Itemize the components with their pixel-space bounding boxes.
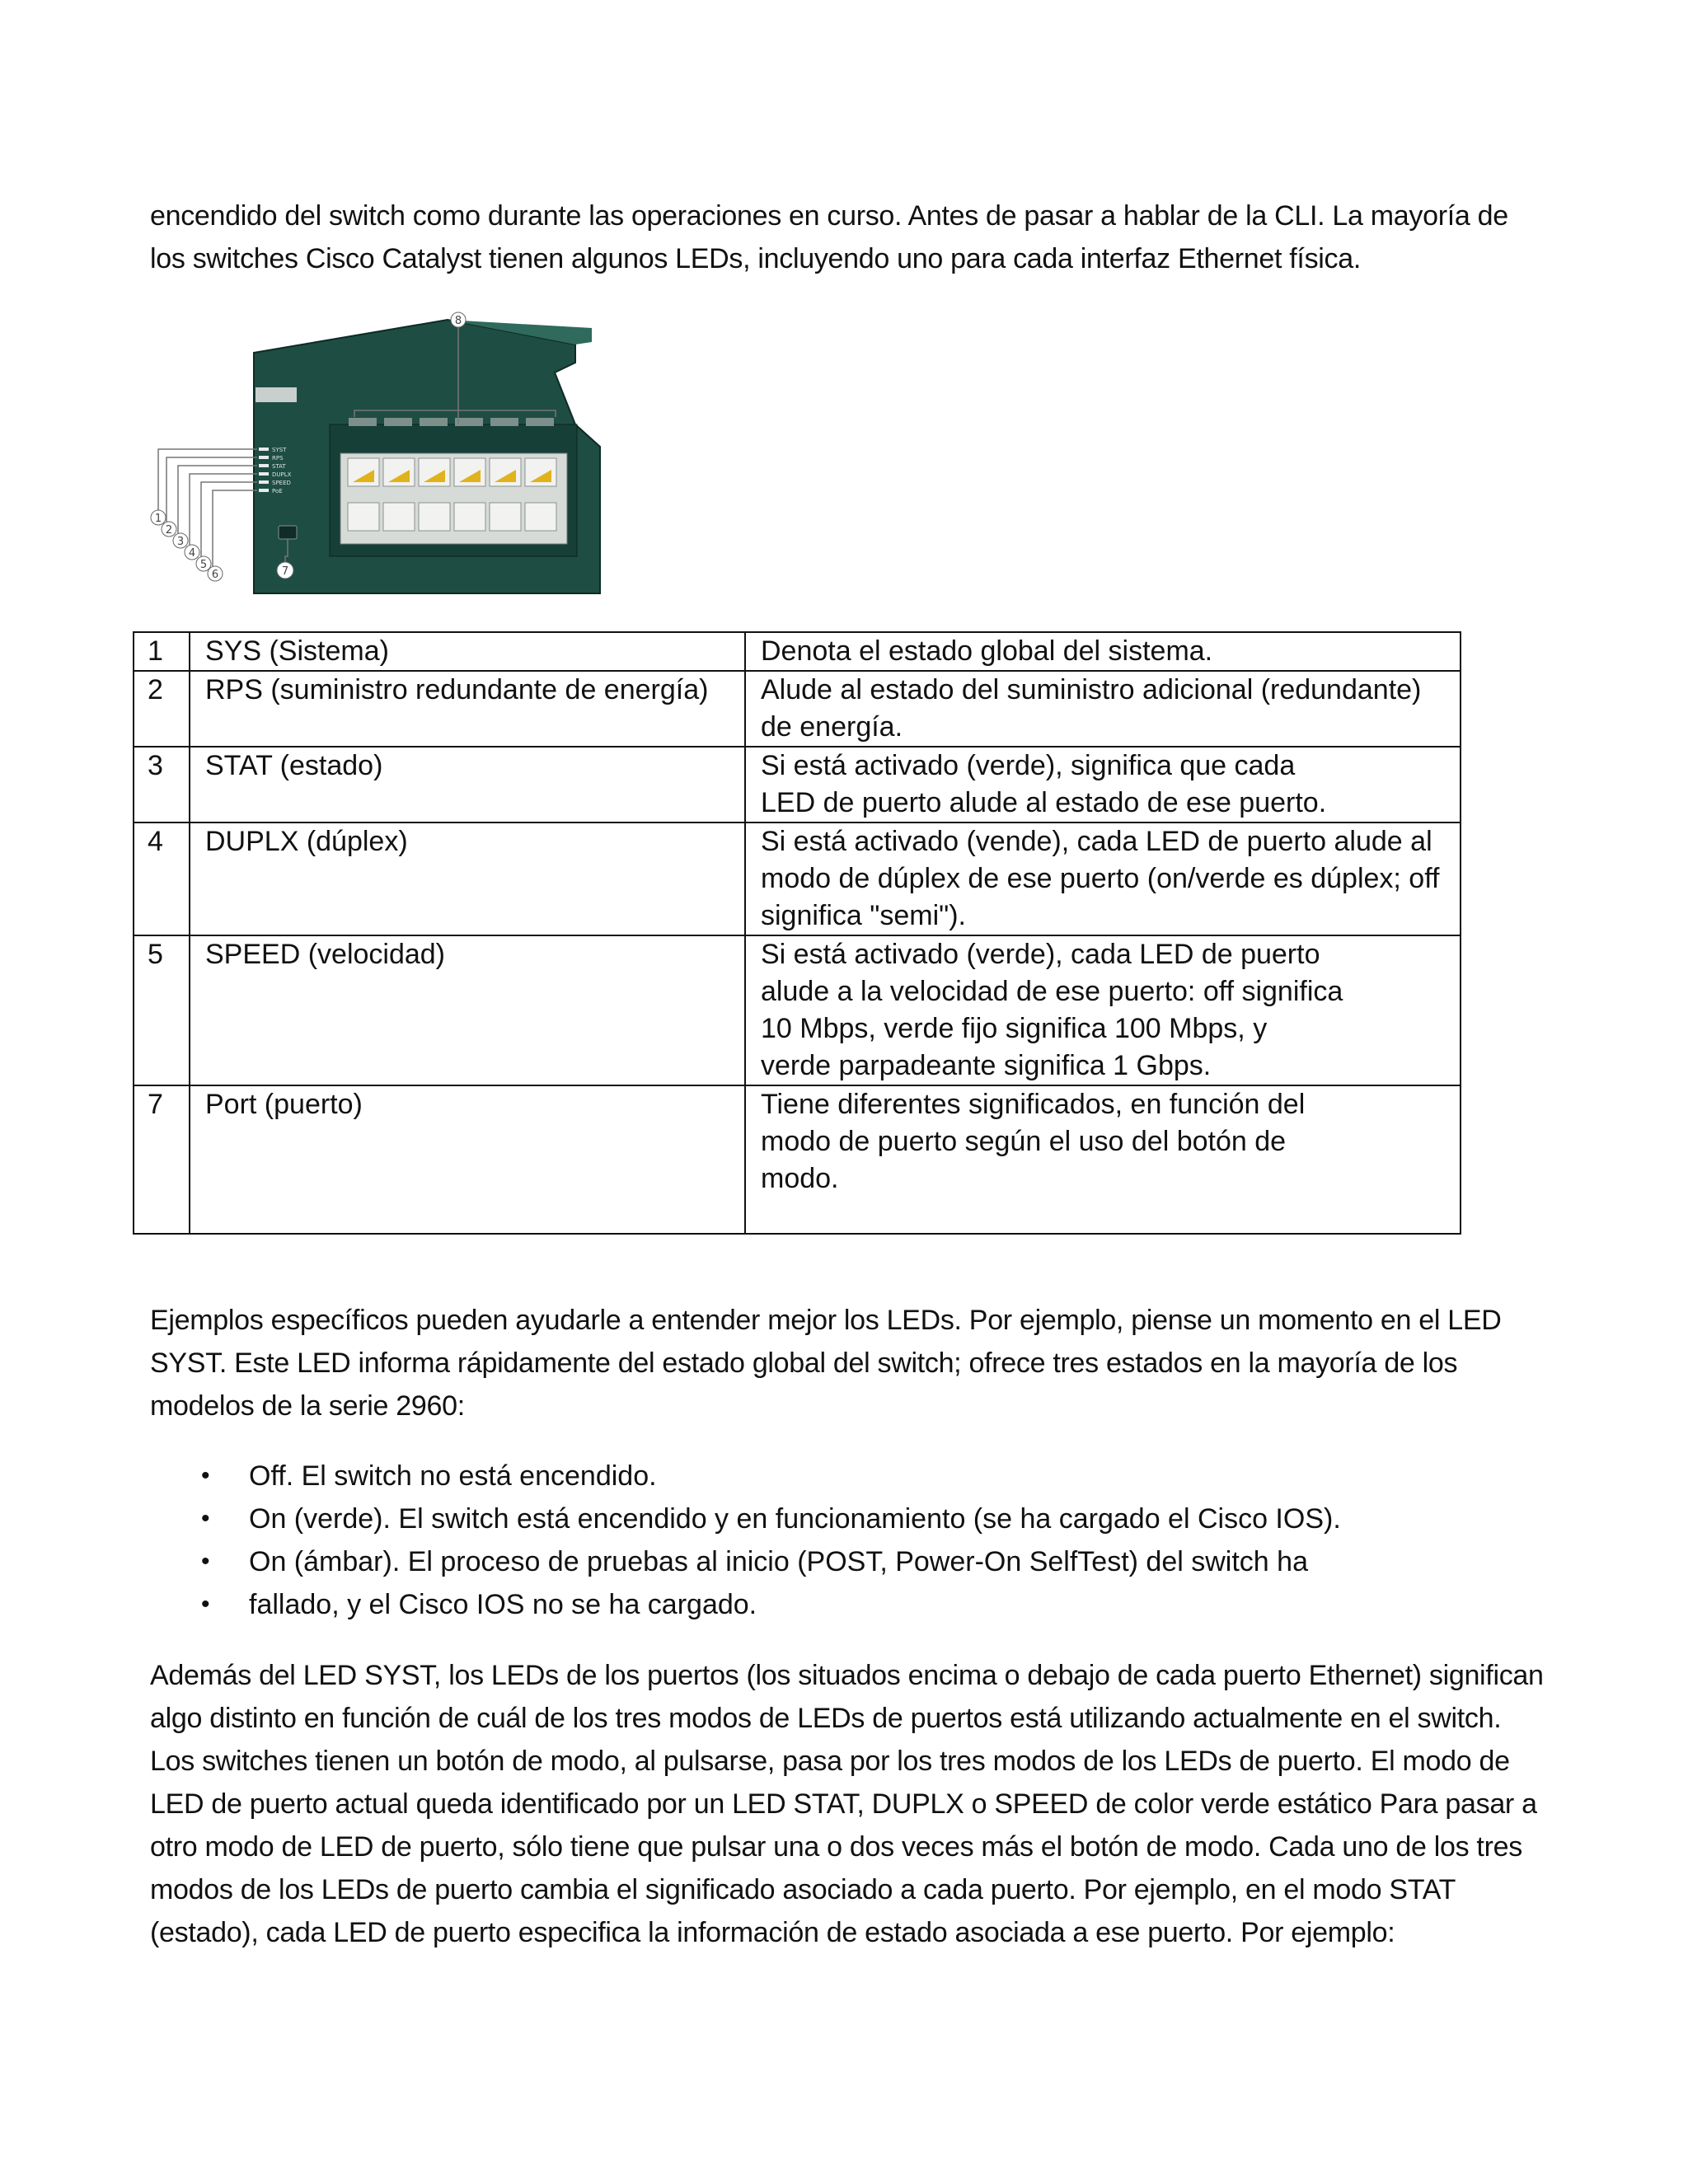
led-modes-line: otro modo de LED de puerto, sólo tiene que pulsar una o dos veces más el botón de modo. Cada uno de los tres [150, 1831, 1522, 1863]
led-name: STAT (estado) [190, 747, 745, 823]
panel-label: DUPLX [272, 471, 292, 478]
led-number: 2 [134, 671, 190, 747]
table-row [134, 632, 1461, 671]
panel-label: SYST [272, 447, 287, 453]
led-description [745, 632, 1461, 671]
led-name: SPEED (velocidad) [190, 935, 745, 1085]
switch-illustration [147, 305, 625, 602]
panel-label: RPS [272, 455, 284, 462]
table-row [134, 823, 1461, 935]
port-led [420, 418, 448, 426]
ethernet-port [348, 503, 379, 531]
list-item-text: On (ámbar). El proceso de pruebas al inicio (POST, Power-On SelfTest) del switch ha [249, 1546, 1308, 1577]
cisco-logo [256, 387, 297, 402]
led-name: RPS (suministro redundante de energía) [190, 671, 745, 747]
list-item-text: Off. El switch no está encendido. [249, 1460, 657, 1492]
led-description-line: Si está activado (verde), significa que cada [761, 750, 1296, 781]
led-table [133, 631, 1461, 1235]
led-description [745, 747, 1461, 823]
port-led [455, 418, 483, 426]
table-row [134, 671, 1461, 747]
list-item [150, 1497, 1341, 1540]
ethernet-port [525, 503, 556, 531]
led-description-line: significa "semi"). [761, 900, 966, 931]
led-modes-line: (estado), cada LED de puerto especifica la información de estado asociada a ese puerto. Por ejemplo: [150, 1917, 1395, 1948]
callout-number: 1 [154, 513, 162, 525]
led-description-line: modo de puerto según el uso del botón de [761, 1126, 1287, 1157]
callout-number: 7 [281, 565, 289, 578]
led-number: 3 [134, 747, 190, 823]
list-item-text: On (verde). El switch está encendido y en funcionamiento (se ha cargado el Cisco IOS). [249, 1503, 1341, 1535]
table-row [134, 747, 1461, 823]
bullet-icon: • [201, 1548, 210, 1575]
bullet-icon: • [201, 1462, 210, 1489]
table-row [134, 935, 1461, 1085]
led-modes-line: Además del LED SYST, los LEDs de los puertos (los situados encima o debajo de cada puerto Ethernet) significan [150, 1660, 1544, 1691]
list-item-text: fallado, y el Cisco IOS no se ha cargado. [249, 1589, 757, 1620]
callout-number: 4 [188, 547, 196, 560]
callout-number: 6 [211, 569, 219, 581]
panel-label: SPEED [272, 480, 291, 486]
intro-line: los switches Cisco Catalyst tienen algunos LEDs, incluyendo uno para cada interfaz Ethernet física. [150, 243, 1361, 274]
port-led [490, 418, 518, 426]
led-name: DUPLX (dúplex) [190, 823, 745, 935]
panel-label: PoE [272, 488, 283, 494]
led-number: 7 [134, 1085, 190, 1234]
led-modes-line: algo distinto en función de cuál de los tres modos de LEDs de puertos está utilizando actualmente en el switch. [150, 1703, 1502, 1734]
led-description-line: Tiene diferentes significados, en función del [761, 1089, 1306, 1120]
syst-states-list [150, 1455, 1341, 1626]
mode-button [279, 526, 297, 539]
ethernet-port [383, 503, 415, 531]
led-description-line: LED de puerto alude al estado de ese puerto. [761, 787, 1327, 818]
callout-number: 2 [165, 524, 173, 537]
led-number: 4 [134, 823, 190, 935]
led-modes-line: LED de puerto actual queda identificado por un LED STAT, DUPLX o SPEED de color verde estático Para pasar a [150, 1788, 1537, 1820]
intro-paragraph [150, 194, 1551, 280]
ethernet-port [454, 503, 485, 531]
led-description-line: alude a la velocidad de ese puerto: off significa [761, 976, 1343, 1007]
list-item [150, 1540, 1341, 1583]
led-description-line: 10 Mbps, verde fijo significa 100 Mbps, y [761, 1013, 1268, 1044]
bullet-icon: • [201, 1591, 210, 1618]
led-name: SYS (Sistema) [190, 632, 745, 671]
intro-line: encendido del switch como durante las operaciones en curso. Antes de pasar a hablar de la CLI. La mayoría de [150, 200, 1508, 232]
callout-number: 8 [454, 315, 462, 327]
led-number: 5 [134, 935, 190, 1085]
led-description-line: verde parpadeante significa 1 Gbps. [761, 1050, 1212, 1081]
examples-paragraph [150, 1299, 1551, 1427]
callout-number: 5 [199, 559, 208, 571]
led-description [745, 935, 1461, 1085]
panel-label: STAT [272, 463, 286, 470]
led-description-line: Si está activado (vende), cada LED de puerto alude al [761, 826, 1432, 857]
led-modes-line: Los switches tienen un botón de modo, al pulsarse, pasa por los tres modos de los LEDs de puerto. El modo de [150, 1746, 1510, 1777]
callout-number: 3 [176, 536, 185, 548]
list-item [150, 1455, 1341, 1497]
led-description-line: Si está activado (verde), cada LED de puerto [761, 939, 1320, 970]
led-description-line: de energía. [761, 711, 903, 743]
port-led [384, 418, 412, 426]
examples-line: modelos de la serie 2960: [150, 1390, 465, 1422]
led-description-line: Denota el estado global del sistema. [761, 635, 1213, 667]
examples-line: Ejemplos específicos pueden ayudarle a entender mejor los LEDs. Por ejemplo, piense un momento en el LED [150, 1305, 1502, 1336]
led-description [745, 1085, 1461, 1234]
ethernet-port [490, 503, 521, 531]
led-modes-paragraph [150, 1654, 1551, 1954]
examples-line: SYST. Este LED informa rápidamente del estado global del switch; ofrece tres estados en la mayoría de los [150, 1347, 1458, 1379]
led-description-line: Alude al estado del suministro adicional (redundante) [761, 674, 1422, 705]
led-description [745, 671, 1461, 747]
bullet-icon: • [201, 1505, 210, 1532]
list-item [150, 1583, 1341, 1626]
table-row [134, 1085, 1461, 1234]
led-description-line: modo. [761, 1163, 839, 1194]
ethernet-port [419, 503, 450, 531]
led-description-line: modo de dúplex de ese puerto (on/verde es dúplex; off [761, 863, 1440, 894]
led-name: Port (puerto) [190, 1085, 745, 1234]
port-led [526, 418, 554, 426]
led-number: 1 [134, 632, 190, 671]
port-led [349, 418, 377, 426]
switch-led-figure [147, 305, 625, 602]
led-modes-line: modos de los LEDs de puerto cambia el significado asociado a cada puerto. Por ejemplo, en el modo STAT [150, 1874, 1456, 1905]
led-description [745, 823, 1461, 935]
